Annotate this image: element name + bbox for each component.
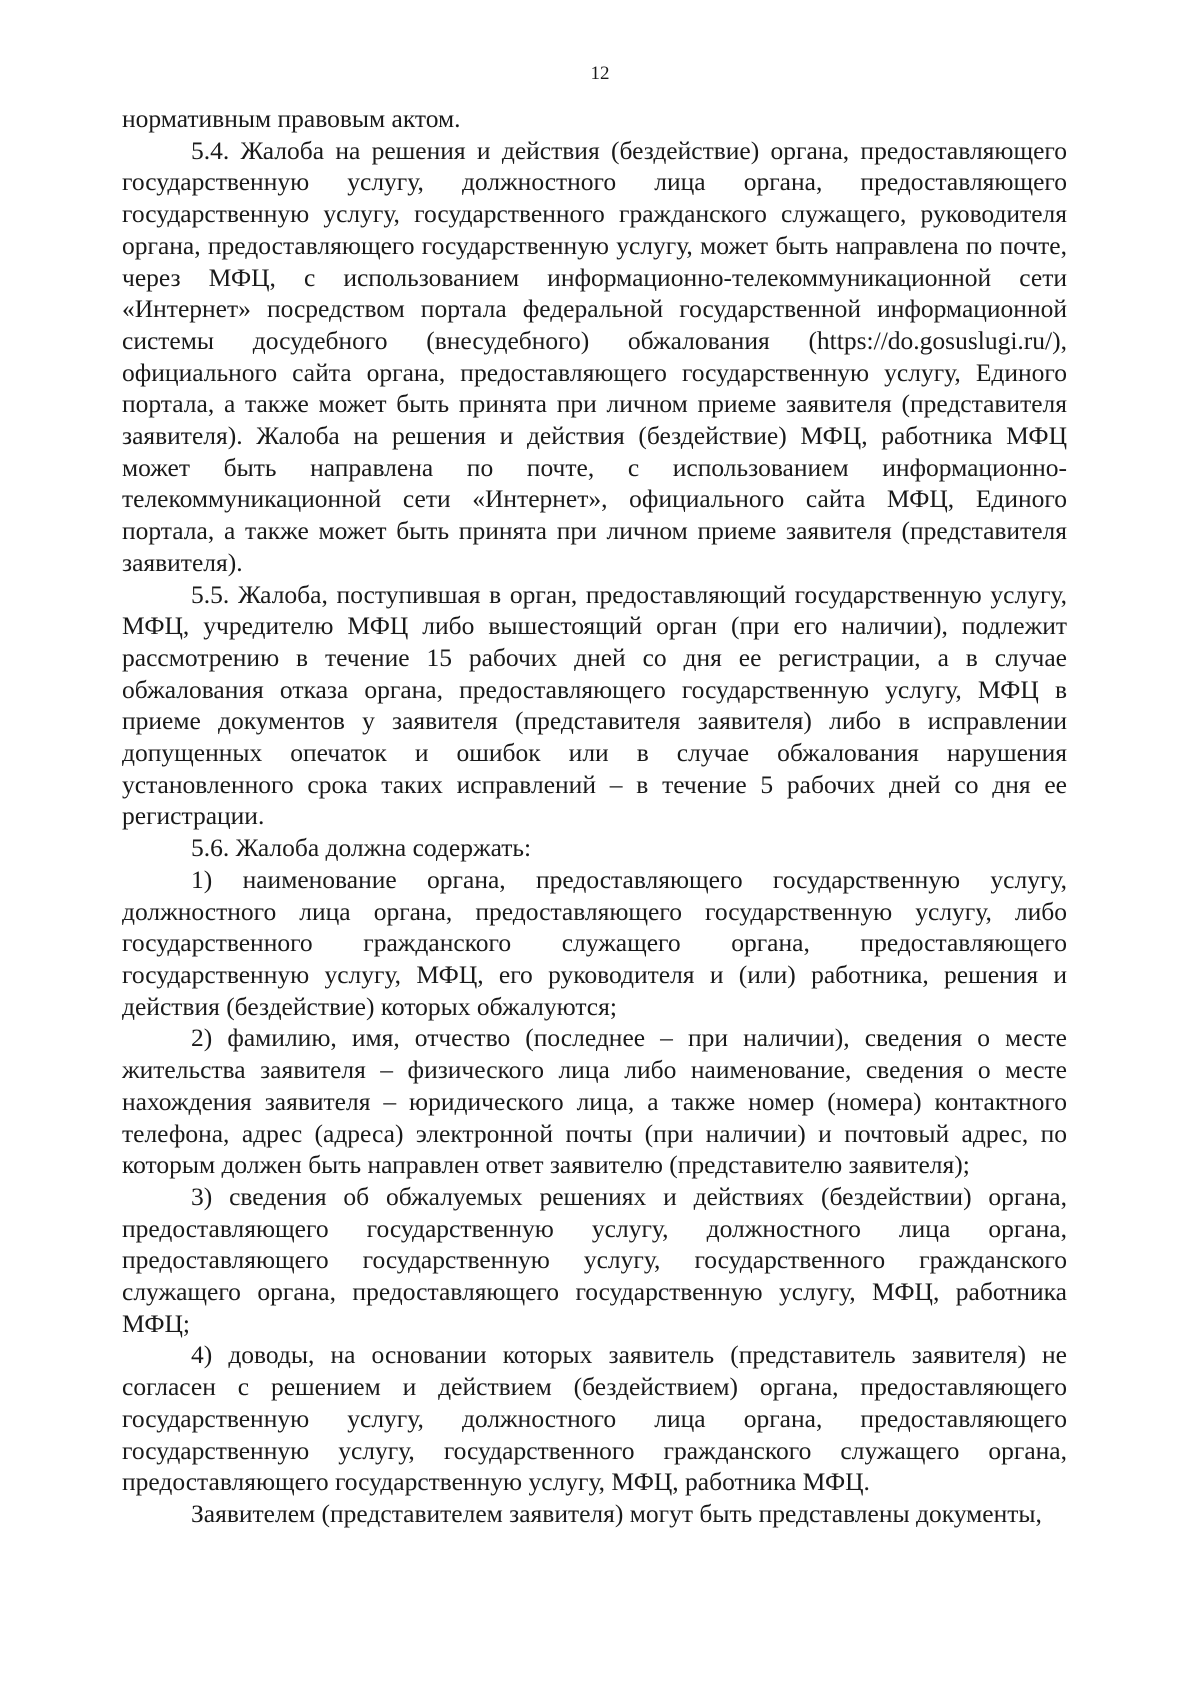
document-body [122, 103, 1067, 1530]
paragraph-continuation: нормативным правовым актом. [122, 104, 461, 133]
paragraph-5-5: 5.5. Жалоба, поступившая в орган, предоставляющий государственную услугу, МФЦ, учредителю МФЦ либо вышестоящий орган (при его наличии), подлежит рассмотрению в течение 15 рабочих дней со дня ее регистрации, а в случае обжалования отказа органа, предоставляющего государственную услугу, МФЦ в приеме документов у заявителя (представителя заявителя) либо в исправлении допущенных опечаток и ошибок или в случае обжалования нарушения установленного срока таких исправлений – в течение 5 рабочих дней со дня ее регистрации. [122, 579, 1067, 831]
list-item-2: 2) фамилию, имя, отчество (последнее – при наличии), сведения о месте жительства заявителя – физического лица либо наименование, сведения о месте нахождения заявителя – юридического лица, а также номер (номера) контактного телефона, адрес (адреса) электронной почты (при наличии) и почтовый адрес, по которым должен быть направлен ответ заявителю (представителю заявителя); [122, 1023, 1067, 1180]
paragraph-5-4: 5.4. Жалоба на решения и действия (бездействие) органа, предоставляющего государственную услугу, должностного лица органа, предоставляющего государственную услугу, государственного гражданского служащего, руководителя органа, предоставляющего государственную услугу, может быть направлена по почте, через МФЦ, с использованием информационно-телекоммуникационной сети «Интернет» посредством портала федеральной государственной информационной системы досудебного (внесудебного) обжалования (https://do.gosuslugi.ru/), официального сайта органа, предоставляющего государственную услугу, Единого портала, а также может быть принята при личном приеме заявителя (представителя заявителя). Жалоба на решения и действия (бездействие) МФЦ, работника МФЦ может быть направлена по почте, с использованием информационно-телекоммуникационной сети «Интернет», официального сайта МФЦ, Единого портала, а также может быть принята при личном приеме заявителя (представителя заявителя). [122, 135, 1067, 577]
list-item-3: 3) сведения об обжалуемых решениях и действиях (бездействии) органа, предоставляющего государственную услугу, должностного лица органа, предоставляющего государственную услугу, государственного гражданского служащего органа, предоставляющего государственную услугу, МФЦ, работника МФЦ; [122, 1181, 1067, 1338]
list-item-4: 4) доводы, на основании которых заявитель (представитель заявителя) не согласен с решением и действием (бездействием) органа, предоставляющего государственную услугу, должностного лица органа, предоставляющего государственную услугу, государственного гражданского служащего органа, предоставляющего государственную услугу, МФЦ, работника МФЦ. [122, 1340, 1067, 1497]
paragraph-5-6: 5.6. Жалоба должна содержать: [191, 833, 532, 863]
page-number: 12 [590, 63, 610, 84]
list-item-1: 1) наименование органа, предоставляющего государственную услугу, должностного лица органа, предоставляющего государственную услугу, либо государственного гражданского служащего органа, предоставляющего государственную услугу, МФЦ, его руководителя и (или) работника, решения и действия (бездействие) которых обжалуются; [122, 864, 1067, 1021]
paragraph-documents: Заявителем (представителем заявителя) могут быть представлены документы, [191, 1498, 1042, 1528]
